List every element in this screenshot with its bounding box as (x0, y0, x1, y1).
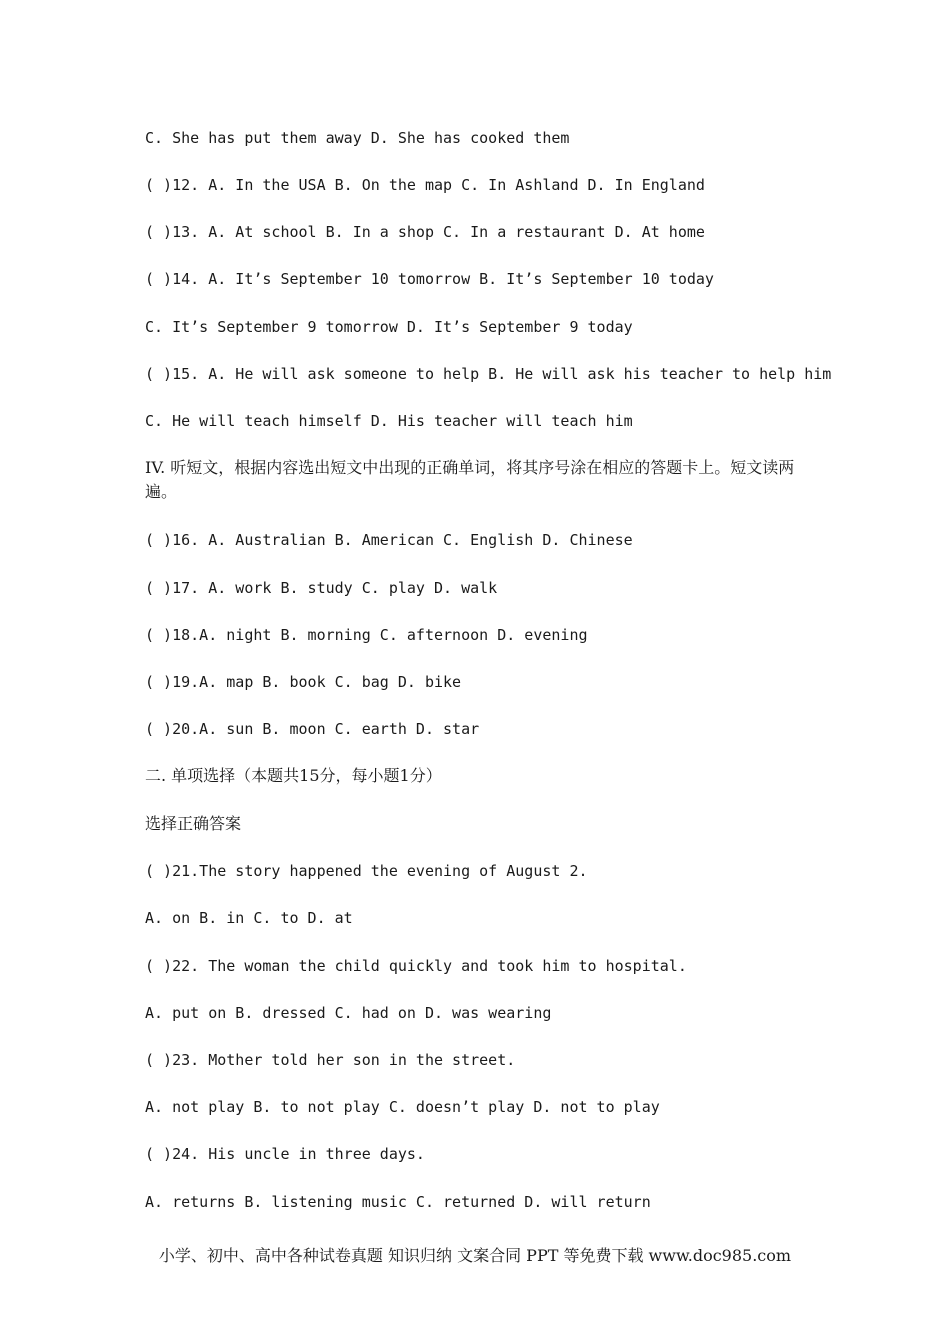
page-footer: 小学、初中、高中各种试卷真题 知识归纳 文案合同 PPT 等免费下载 www.doc985.com (158, 1246, 792, 1265)
section-2-heading: 二. 单项选择（本题共15分，每小题1分） (145, 766, 442, 785)
question-24: ( )24. His uncle in three days. (145, 1145, 425, 1163)
question-17: ( )17. A. work B. study C. play D. walk (145, 579, 498, 597)
question-18: ( )18.A. night B. morning C. afternoon D. evening (145, 626, 588, 644)
question-20: ( )20.A. sun B. moon C. earth D. star (145, 720, 480, 738)
question-19: ( )19.A. map B. book C. bag D. bike (145, 673, 462, 691)
section-iv-instructions: IV. 听短文，根据内容选出短文中出现的正确单词，将其序号涂在相应的答题卡上。短文读两遍。 (145, 458, 795, 501)
section-2-instruction: 选择正确答案 (145, 814, 242, 833)
answer-options-11-cd: C. She has put them away D. She has cooked them (145, 129, 570, 147)
answer-options-22: A. put on B. dressed C. had on D. was wearing (145, 1004, 552, 1022)
question-13: ( )13. A. At school B. In a shop C. In a restaurant D. At home (145, 223, 705, 241)
answer-options-24: A. returns B. listening music C. returned D. will return (145, 1193, 651, 1211)
answer-options-21: A. on B. in C. to D. at (145, 909, 353, 927)
question-14: ( )14. A. It’s September 10 tomorrow B. It’s September 10 today (145, 270, 714, 288)
question-23: ( )23. Mother told her son in the street. (145, 1051, 516, 1069)
question-21: ( )21.The story happened the evening of August 2. (145, 862, 588, 880)
question-16: ( )16. A. Australian B. American C. English D. Chinese (145, 531, 633, 549)
question-15: ( )15. A. He will ask someone to help B. He will ask his teacher to help him (145, 365, 832, 383)
answer-options-15-cd: C. He will teach himself D. His teacher will teach him (145, 412, 633, 430)
answer-options-14-cd: C. It’s September 9 tomorrow D. It’s September 9 today (145, 318, 633, 336)
question-22: ( )22. The woman the child quickly and took him to hospital. (145, 957, 687, 975)
answer-options-23: A. not play B. to not play C. doesn’t play D. not to play (145, 1098, 660, 1116)
question-12: ( )12. A. In the USA B. On the map C. In Ashland D. In England (145, 176, 705, 194)
